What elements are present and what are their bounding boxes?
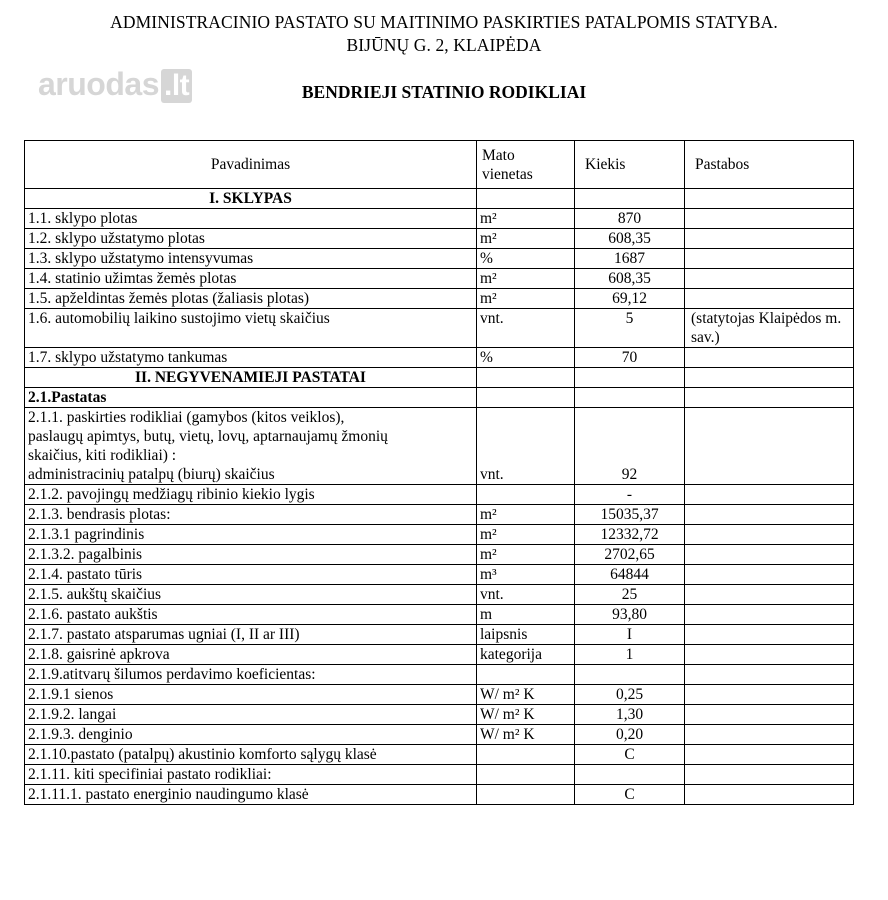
header-unit-line1: Mato [482,146,515,164]
table-header-row [25,141,854,189]
row-qty: I [575,625,685,645]
row-unit: m² [477,289,575,309]
section-row [25,189,854,209]
row-unit: m² [477,525,575,545]
table-row [25,249,854,269]
row-unit: m² [477,505,575,525]
row-unit: m³ [477,565,575,585]
row-qty: 0,20 [575,725,685,745]
row-notes [685,625,854,645]
row-name: 2.1.3.2. pagalbinis [25,545,477,565]
row-qty: 69,12 [575,289,685,309]
empty-cell [477,388,575,408]
table-row [25,665,854,685]
row-name: 1.2. sklypo užstatymo plotas [25,229,477,249]
empty-cell [477,368,575,388]
table-row [25,785,854,805]
row-name: 2.1.3. bendrasis plotas: [25,505,477,525]
row-name: 1.6. automobilių laikino sustojimo vietų skaičius [25,309,477,348]
table-row [25,625,854,645]
row-name: 1.7. sklypo užstatymo tankumas [25,348,477,368]
row-name: 1.3. sklypo užstatymo intensyvumas [25,249,477,269]
header-qty: Kiekis [575,141,685,189]
row-unit: m [477,605,575,625]
row-name: 1.5. apželdintas žemės plotas (žaliasis plotas) [25,289,477,309]
table-row [25,289,854,309]
row-name-line: skaičius, kiti rodikliai) : [28,447,177,464]
row-name: 2.1.3.1 pagrindinis [25,525,477,545]
row-notes [685,725,854,745]
row-qty: 93,80 [575,605,685,625]
row-notes [685,565,854,585]
row-notes [685,229,854,249]
row-qty: 15035,37 [575,505,685,525]
row-unit: m² [477,209,575,229]
table-row [25,309,854,348]
empty-cell [685,388,854,408]
row-notes [685,209,854,229]
table-row [25,585,854,605]
row-notes [685,249,854,269]
row-unit: m² [477,269,575,289]
row-name: 1.4. statinio užimtas žemės plotas [25,269,477,289]
table-row-multiline [25,408,854,485]
row-unit: W/ m² K [477,685,575,705]
empty-cell [575,388,685,408]
row-qty: 2702,65 [575,545,685,565]
document-title-line-1: ADMINISTRACINIO PASTATO SU MAITINIMO PASKIRTIES PATALPOMIS STATYBA. [110,12,778,32]
row-qty [575,665,685,685]
row-name: 1.1. sklypo plotas [25,209,477,229]
row-name: 2.1.5. aukštų skaičius [25,585,477,605]
row-unit: kategorija [477,645,575,665]
row-notes [685,485,854,505]
table-row [25,705,854,725]
row-unit: W/ m² K [477,705,575,725]
row-unit [477,765,575,785]
document-heading: BENDRIEJI STATINIO RODIKLIAI [301,82,587,102]
row-name: 2.1.10.pastato (patalpų) akustinio komforto sąlygų klasė [25,745,477,765]
row-notes [685,765,854,785]
row-name: 2.1.9.1 sienos [25,685,477,705]
indicators-table [24,140,854,805]
row-name: 2.1.9.2. langai [25,705,477,725]
row-qty: 5 [575,309,685,348]
row-name: 2.1.4. pastato tūris [25,565,477,585]
row-qty: 1 [575,645,685,665]
row-unit: W/ m² K [477,725,575,745]
watermark-box: .lt [161,69,192,103]
row-notes [685,685,854,705]
row-notes [685,665,854,685]
row-name-line: administracinių patalpų (biurų) skaičius [28,466,275,483]
row-qty: 92 [575,408,685,485]
row-notes [685,745,854,765]
row-notes [685,505,854,525]
row-unit: m² [477,545,575,565]
header-unit [477,141,575,189]
row-qty: 1687 [575,249,685,269]
row-name: 2.1.7. pastato atsparumas ugniai (I, II ar III) [25,625,477,645]
row-name: 2.1.9.atitvarų šilumos perdavimo koeficientas: [25,665,477,685]
watermark-text: aruodas [38,66,159,102]
row-unit: % [477,249,575,269]
row-name: 2.1.2. pavojingų medžiagų ribinio kiekio lygis [25,485,477,505]
row-notes [685,585,854,605]
table-row [25,545,854,565]
table-row [25,525,854,545]
row-name [25,408,477,485]
row-notes [685,525,854,545]
subsection-title: 2.1.Pastatas [25,388,477,408]
row-qty: C [575,785,685,805]
section-row [25,368,854,388]
header-name: Pavadinimas [25,141,477,189]
row-notes: (statytojas Klaipėdos m. sav.) [685,309,854,348]
row-unit: vnt. [477,585,575,605]
row-unit [477,785,575,805]
table-row [25,725,854,745]
row-name: 2.1.9.3. denginio [25,725,477,745]
row-qty: 70 [575,348,685,368]
row-notes [685,645,854,665]
row-name: 2.1.11. kiti specifiniai pastato rodikliai: [25,765,477,785]
row-unit [477,485,575,505]
row-qty: 608,35 [575,269,685,289]
section-title: I. SKLYPAS [25,189,477,209]
table-row [25,229,854,249]
subsection-row [25,388,854,408]
table-row [25,565,854,585]
row-unit: % [477,348,575,368]
row-qty: 1,30 [575,705,685,725]
row-notes [685,545,854,565]
row-unit [477,665,575,685]
table-row [25,209,854,229]
row-notes [685,785,854,805]
table-row [25,645,854,665]
row-qty: 25 [575,585,685,605]
row-notes [685,289,854,309]
row-unit: laipsnis [477,625,575,645]
header-unit-line2: vienetas [482,165,533,183]
table-row [25,348,854,368]
row-unit: vnt. [477,408,575,485]
row-notes [685,605,854,625]
row-name: 2.1.6. pastato aukštis [25,605,477,625]
table-row [25,765,854,785]
row-unit [477,745,575,765]
row-qty [575,765,685,785]
row-qty: - [575,485,685,505]
row-qty: 870 [575,209,685,229]
row-qty: 64844 [575,565,685,585]
row-notes [685,269,854,289]
empty-cell [685,368,854,388]
table-row [25,269,854,289]
row-qty: 12332,72 [575,525,685,545]
row-unit: m² [477,229,575,249]
row-name-line: paslaugų apimtys, butų, vietų, lovų, aptarnaujamų žmonių [28,428,388,445]
row-qty: 608,35 [575,229,685,249]
row-notes [685,348,854,368]
table-row [25,605,854,625]
row-name-line: 2.1.1. paskirties rodikliai (gamybos (kitos veiklos), [28,409,345,426]
table-row [25,485,854,505]
section-title: II. NEGYVENAMIEJI PASTATAI [25,368,477,388]
row-qty: 0,25 [575,685,685,705]
row-name: 2.1.8. gaisrinė apkrova [25,645,477,665]
empty-cell [575,368,685,388]
row-notes [685,705,854,725]
table-row [25,505,854,525]
row-notes [685,408,854,485]
table-row [25,745,854,765]
row-name: 2.1.11.1. pastato energinio naudingumo klasė [25,785,477,805]
document-title-line-2: BIJŪNŲ G. 2, KLAIPĖDA [346,35,542,55]
row-qty: C [575,745,685,765]
header-notes: Pastabos [685,141,854,189]
table-row [25,685,854,705]
row-unit: vnt. [477,309,575,348]
